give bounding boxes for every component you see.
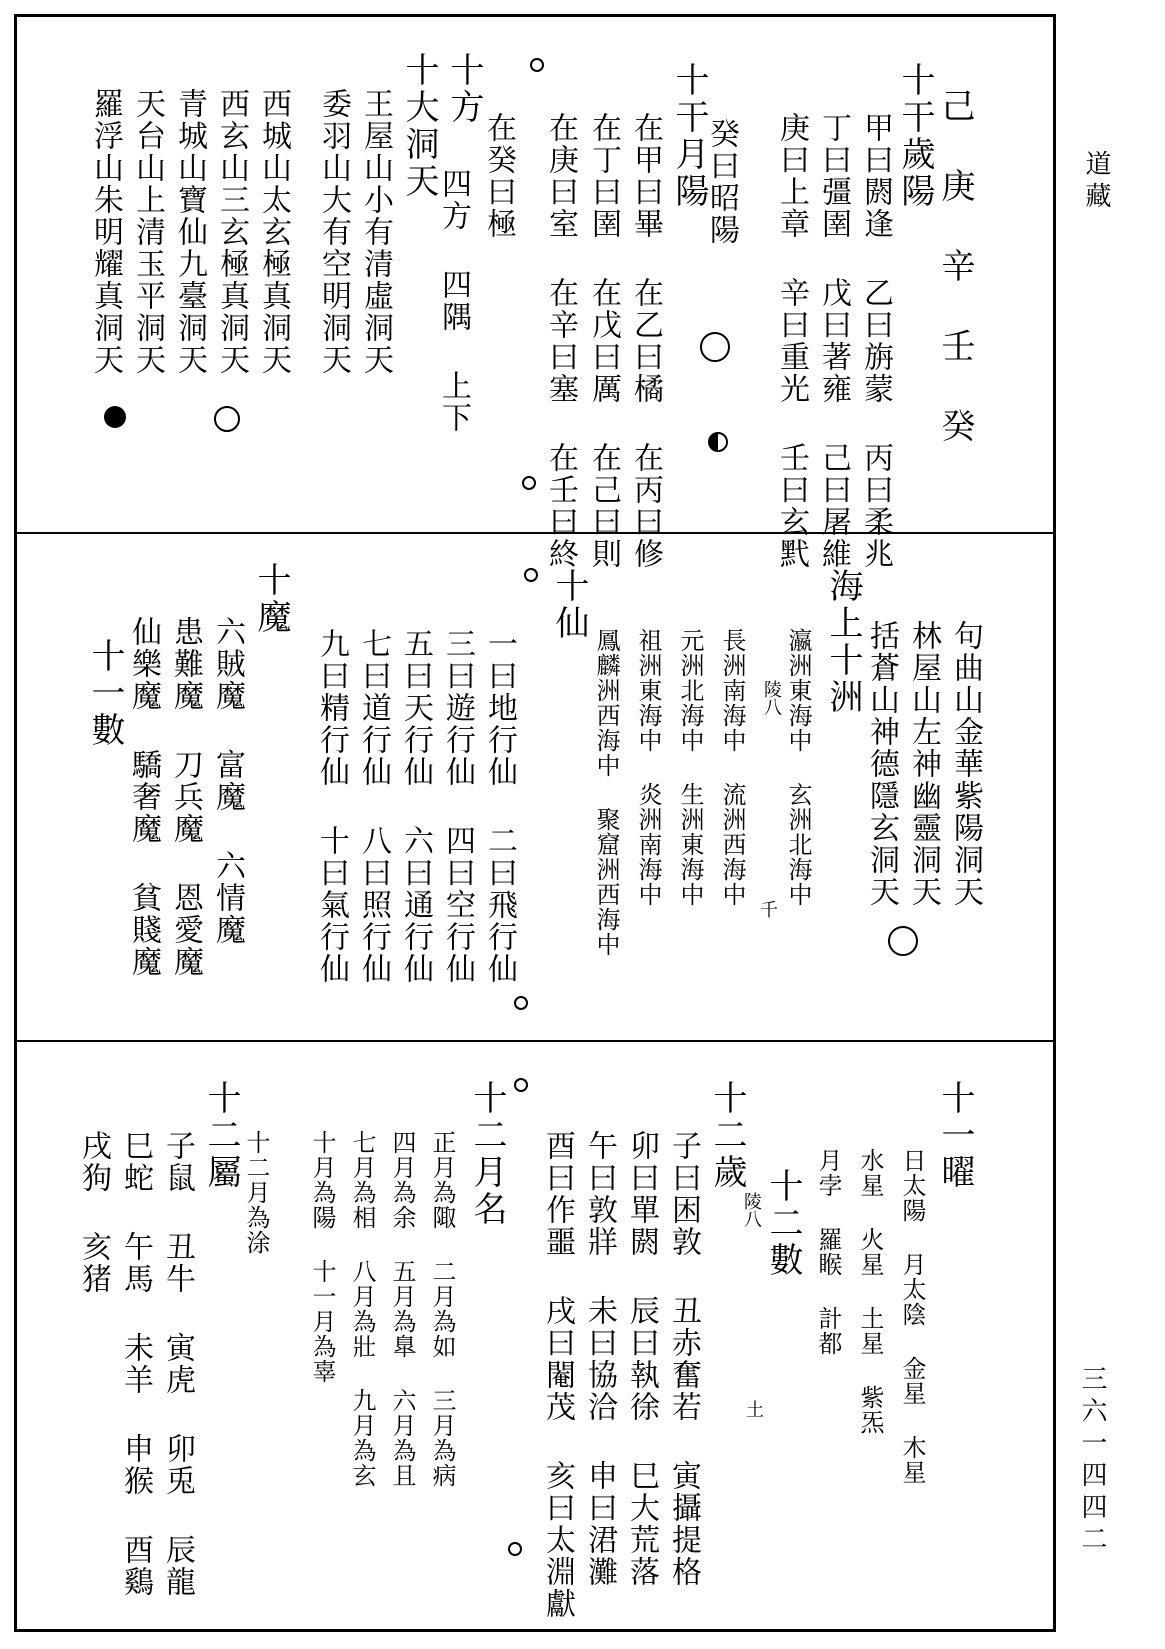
text-column: 庚曰上章 辛曰重光 壬曰玄黓 xyxy=(774,112,809,570)
text-column: 十二月為涂 xyxy=(242,1130,270,1255)
side-page-number: 三六一四四二 xyxy=(1077,1365,1107,1557)
text-column: 在丁曰圉 在戊曰厲 在己曰則 xyxy=(586,112,621,570)
side-label-top: 道藏 xyxy=(1081,150,1111,214)
small-circle-mark xyxy=(530,58,544,72)
text-column: 王屋山小有清虛洞天 xyxy=(358,88,393,376)
text-column: 九曰精行仙 十曰氣行仙 xyxy=(314,628,349,985)
text-column: 羅浮山朱明耀真洞天 xyxy=(88,88,123,376)
text-column: 患難魔 刀兵魔 恩愛魔 xyxy=(168,616,203,978)
text-column: 十干月陽 xyxy=(669,62,709,210)
text-column: 七月為相 八月為壯 九月為玄 xyxy=(348,1130,376,1488)
text-column: 己 庚 辛 壬 癸 xyxy=(935,88,975,445)
text-column: 酉曰作噩 戌曰閹茂 亥曰太淵獻 xyxy=(540,1130,575,1620)
open-circle-mark xyxy=(700,332,730,362)
half-circle-mark xyxy=(708,432,728,452)
text-column: 鳳麟洲西海中 聚窟洲西海中 xyxy=(592,628,620,957)
text-column: 六賊魔 富魔 六情魔 xyxy=(210,616,245,946)
text-column: 四月為余 五月為臯 六月為且 xyxy=(388,1130,416,1488)
text-column: 巳蛇 午馬 未羊 申猴 酉鷄 xyxy=(118,1130,153,1598)
text-column: 瀛洲東海中 玄洲北海中 xyxy=(784,628,812,907)
text-column: 癸曰昭陽 xyxy=(704,118,739,246)
text-column: 元洲北海中 生洲東海中 xyxy=(676,628,704,907)
text-column: 日太陽 月太陰 金星 木星 xyxy=(898,1148,926,1485)
small-circle-mark xyxy=(522,476,536,490)
filled-circle-mark xyxy=(104,406,126,428)
text-column: 句曲山金華紫陽洞天 xyxy=(948,620,983,908)
text-column: 七曰道行仙 八曰照行仙 xyxy=(356,628,391,985)
text-column: 四方 四隅 上下 xyxy=(436,168,471,434)
text-column: 水星 火星 土星 紫炁 xyxy=(856,1148,884,1435)
text-column: 青城山寶仙九臺洞天 xyxy=(172,88,207,376)
text-column: 祖洲東海中 炎洲南海中 xyxy=(634,628,662,907)
text-column: 陵八 xyxy=(741,1192,762,1228)
text-column: 仙樂魔 驕奢魔 貧賤魔 xyxy=(126,616,161,978)
text-column: 十干歲陽 xyxy=(895,62,935,210)
text-column: 千 xyxy=(757,900,778,918)
panel-divider-1 xyxy=(14,532,1056,534)
text-column: 在甲曰畢 在乙曰橘 在丙曰修 xyxy=(628,112,663,570)
text-column: 十二屬 xyxy=(201,1080,241,1191)
text-column: 十二數 xyxy=(763,1168,803,1279)
text-column: 三曰遊行仙 四曰空行仙 xyxy=(440,628,475,985)
text-column: 十仙 xyxy=(549,568,589,642)
text-column: 十一數 xyxy=(85,638,125,749)
small-circle-mark xyxy=(514,996,528,1010)
small-circle-mark xyxy=(508,1542,522,1556)
text-column: 委羽山大有空明洞天 xyxy=(316,88,351,376)
text-column: 十二月名 xyxy=(467,1080,507,1228)
text-column: 土 xyxy=(743,1400,764,1418)
text-column: 十魔 xyxy=(251,562,291,636)
text-column: 一曰地行仙 二曰飛行仙 xyxy=(482,628,517,985)
text-column: 午曰敦牂 未曰協洽 申曰涒灘 xyxy=(582,1130,617,1588)
text-column: 長洲南海中 流洲西海中 xyxy=(718,628,746,907)
open-circle-mark xyxy=(888,926,918,956)
text-column: 甲曰閼逢 乙曰旃蒙 丙曰柔兆 xyxy=(858,112,893,570)
text-column: 十大洞天 xyxy=(399,52,439,200)
text-column: 十月為陽 十一月為辜 xyxy=(308,1130,336,1384)
text-column: 西玄山三玄極真洞天 xyxy=(214,88,249,376)
text-column: 在癸曰極 xyxy=(481,112,516,240)
text-column: 五曰天行仙 六曰通行仙 xyxy=(398,628,433,985)
text-column: 海上十洲 xyxy=(823,568,863,716)
text-column: 子鼠 丑牛 寅虎 卯兎 辰龍 xyxy=(160,1130,195,1598)
text-column: 戌狗 亥猪 xyxy=(76,1130,111,1295)
text-column: 陵八 xyxy=(761,680,782,716)
text-column: 十一曜 xyxy=(935,1080,975,1191)
open-circle-mark xyxy=(214,406,240,432)
text-column: 丁曰彊圉 戊曰著雍 己曰屠維 xyxy=(816,112,851,570)
text-column: 子曰困敦 丑赤奮若 寅攝提格 xyxy=(666,1130,701,1588)
text-column: 卯曰單閼 辰曰執徐 巳大荒落 xyxy=(624,1130,659,1588)
text-column: 十二歲 xyxy=(707,1080,747,1191)
panel-divider-2 xyxy=(14,1040,1056,1042)
text-column: 在庚曰室 在辛曰塞 在壬曰終 xyxy=(543,112,578,570)
text-column: 括蒼山神德隱玄洞天 xyxy=(864,620,899,908)
text-column: 西城山太玄極真洞天 xyxy=(256,88,291,376)
text-column: 天台山上清玉平洞天 xyxy=(130,88,165,376)
text-column: 十方 xyxy=(444,52,484,126)
text-column: 月孛 羅睺 計都 xyxy=(814,1148,842,1356)
text-column: 林屋山左神幽靈洞天 xyxy=(906,620,941,908)
small-circle-mark xyxy=(514,1078,528,1092)
text-column: 正月為陬 二月為如 三月為病 xyxy=(428,1130,456,1488)
small-circle-mark xyxy=(524,568,538,582)
